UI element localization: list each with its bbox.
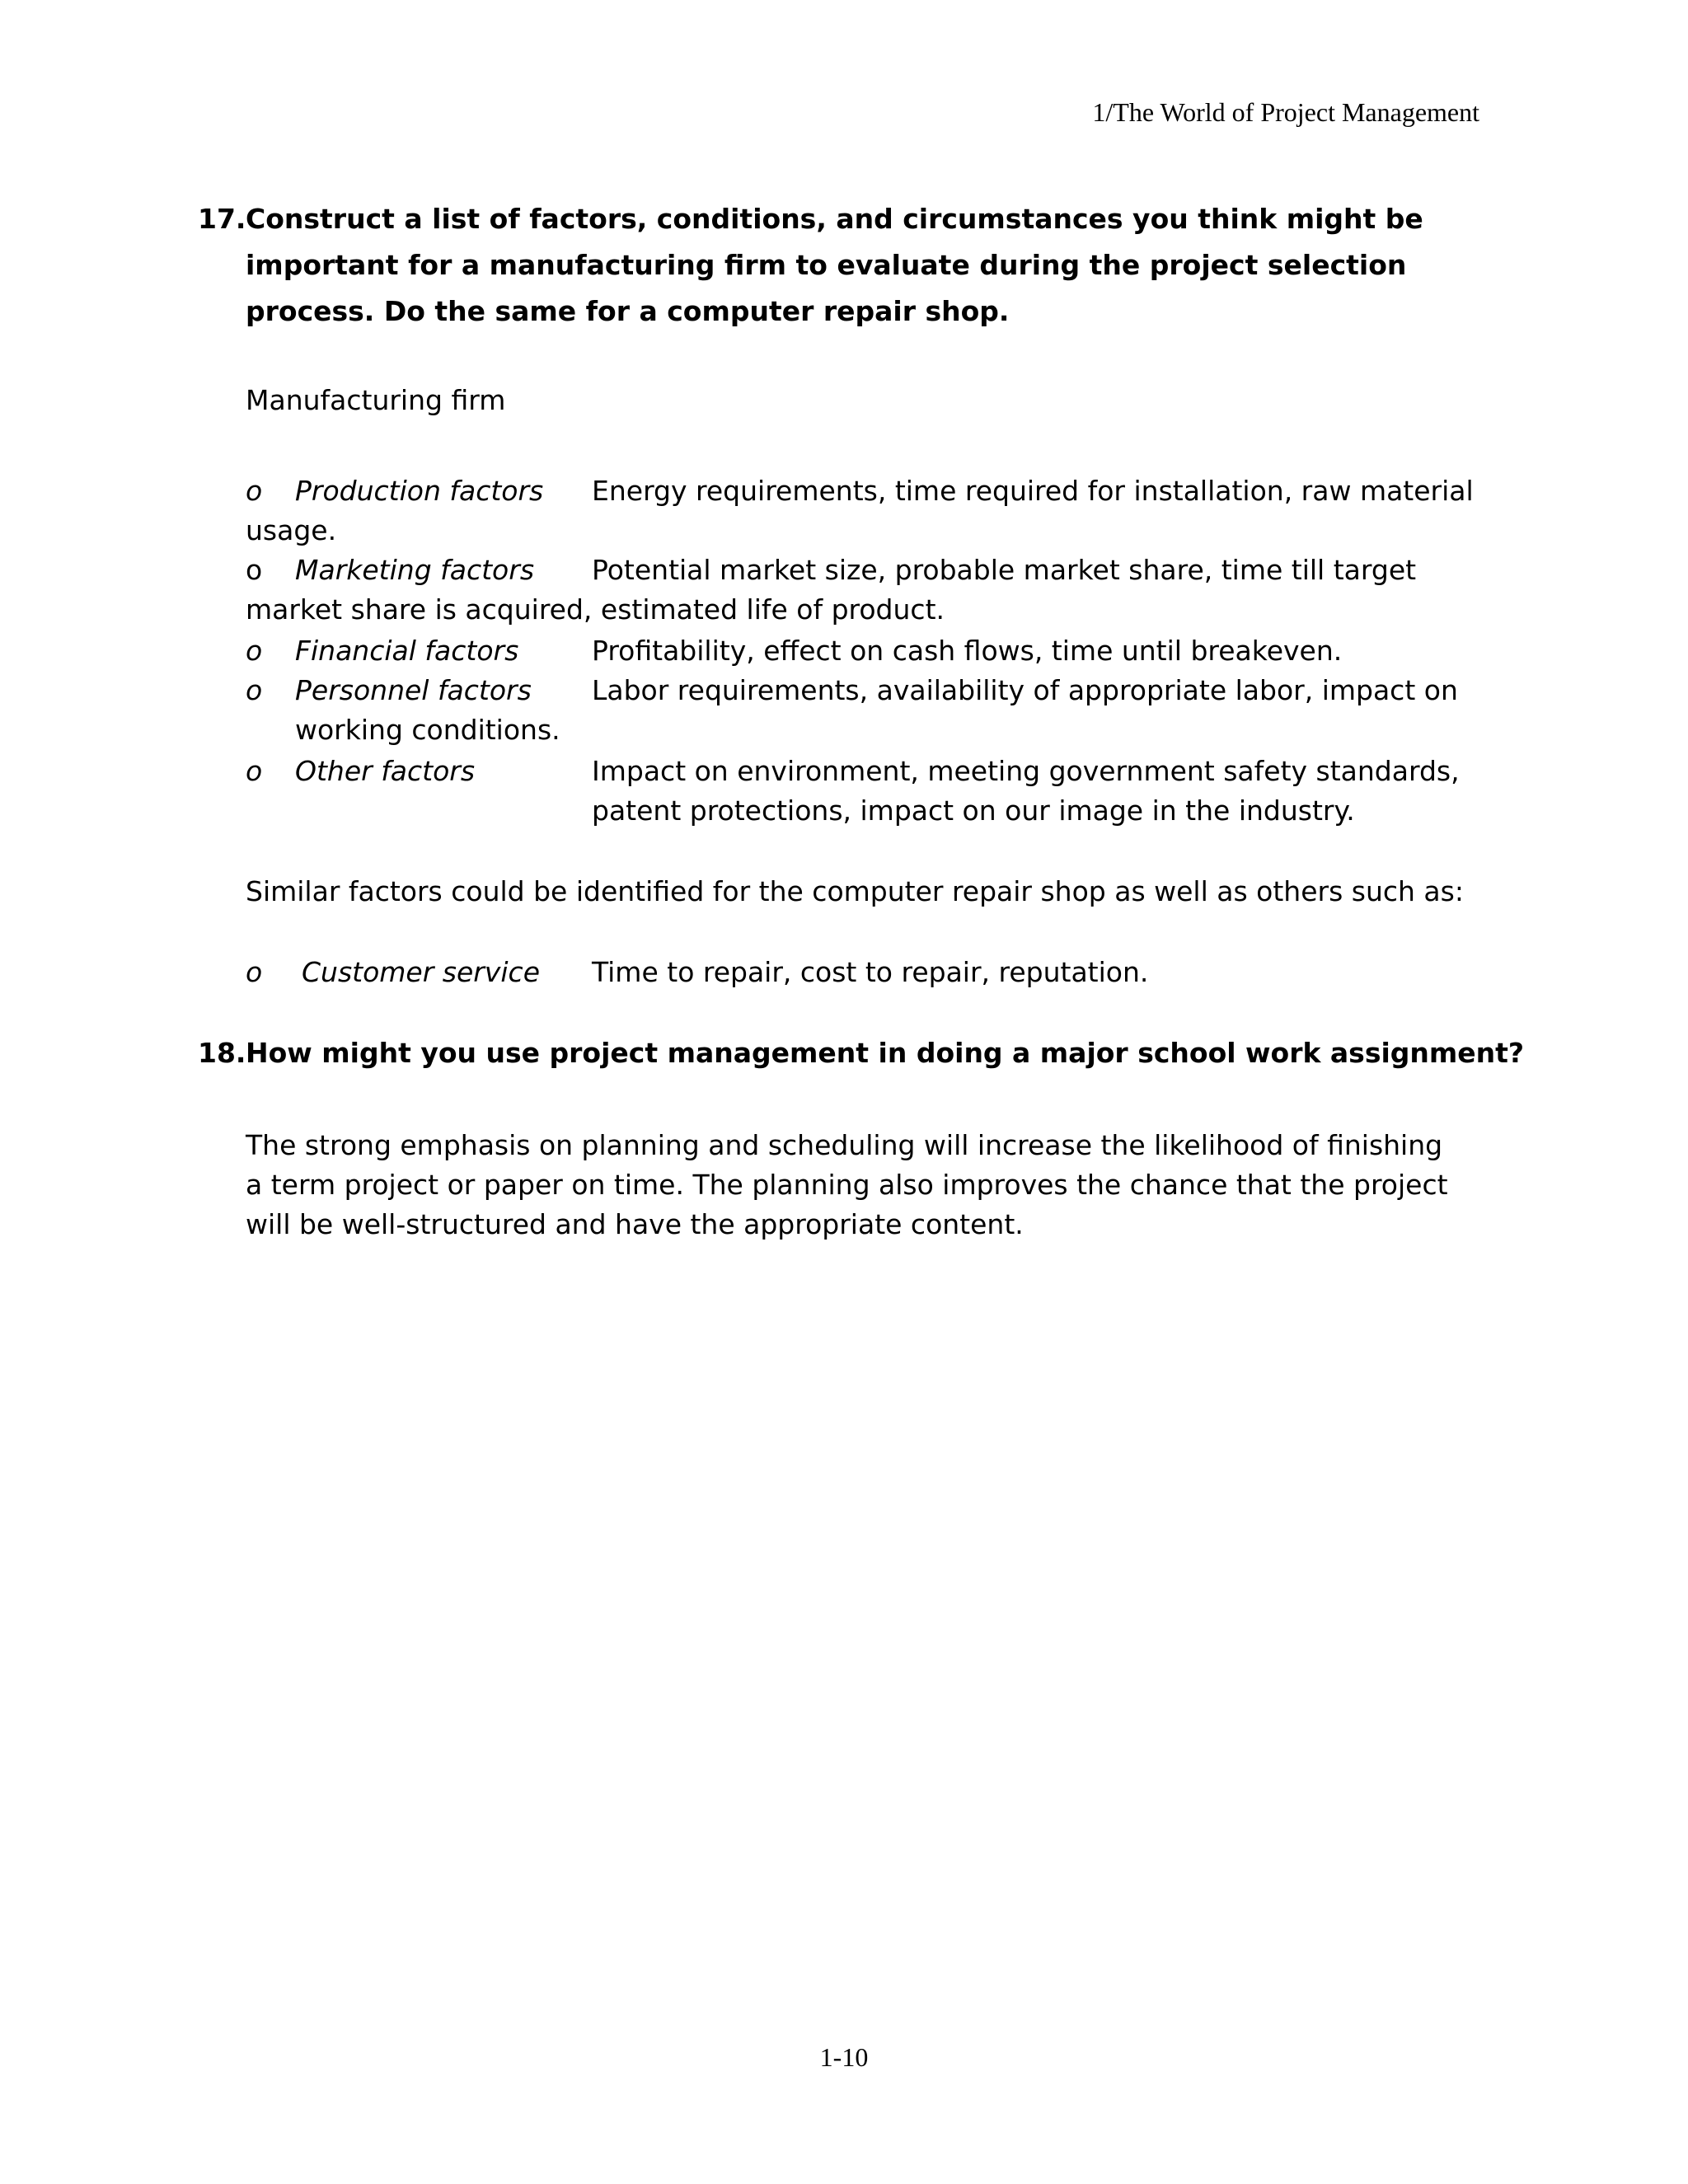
question-18-text: How might you use project management in doing a major school work assignment? [246,1037,1525,1069]
bullet-marker: o [246,956,263,988]
factor-desc-production-cont: usage. [246,514,337,546]
factor-desc-customer-service: Time to repair, cost to repair, reputation. [592,956,1149,988]
factor-desc-production: Energy requirements, time required for installation, raw material [592,475,1474,507]
bullet-marker: o [246,674,263,706]
question-17-number: 17. [198,203,246,235]
bullet-marker: o [246,554,263,586]
factor-desc-personnel-cont: working conditions. [295,714,560,746]
question-18-answer: The strong emphasis on planning and scheduling will increase the likelihood of finishing a term project or paper on time. The planning also improves the chance that the project will be well-structured and have the appropriate content. [246,1129,1448,1240]
question-18-number: 18. [198,1037,246,1069]
factor-desc-marketing-cont: market share is acquired, estimated life of product. [246,593,945,626]
factor-name-production: Production factors [295,475,544,507]
factor-name-customer-service: Customer service [302,956,540,988]
section-label-manufacturing: Manufacturing firm [246,384,506,416]
bullet-marker: o [246,635,263,667]
factor-name-financial: Financial factors [295,635,519,667]
factor-name-other: Other factors [295,755,476,787]
bullet-marker: o [246,755,263,787]
similar-factors-text: Similar factors could be identified for the computer repair shop as well as others such as: [246,875,1464,907]
factor-desc-personnel: Labor requirements, availability of appropriate labor, impact on [592,674,1458,706]
bullet-marker: o [246,475,263,507]
factor-desc-financial: Profitability, effect on cash flows, time until breakeven. [592,635,1343,667]
page-number: 1-10 [819,2042,869,2072]
factor-name-personnel: Personnel factors [295,674,532,706]
question-17-text: Construct a list of factors, conditions, and circumstances you think might be important for a manufacturing firm to evaluate during the project selection process. Do the same for a computer repair shop. [246,203,1423,327]
running-header: 1/The World of Project Management [1092,97,1479,127]
factor-desc-marketing: Potential market size, probable market share, time till target [592,554,1417,586]
factor-desc-other: Impact on environment, meeting government safety standards, patent protections, impact on our image in the industry. [592,755,1460,827]
factor-name-marketing: Marketing factors [295,554,535,586]
